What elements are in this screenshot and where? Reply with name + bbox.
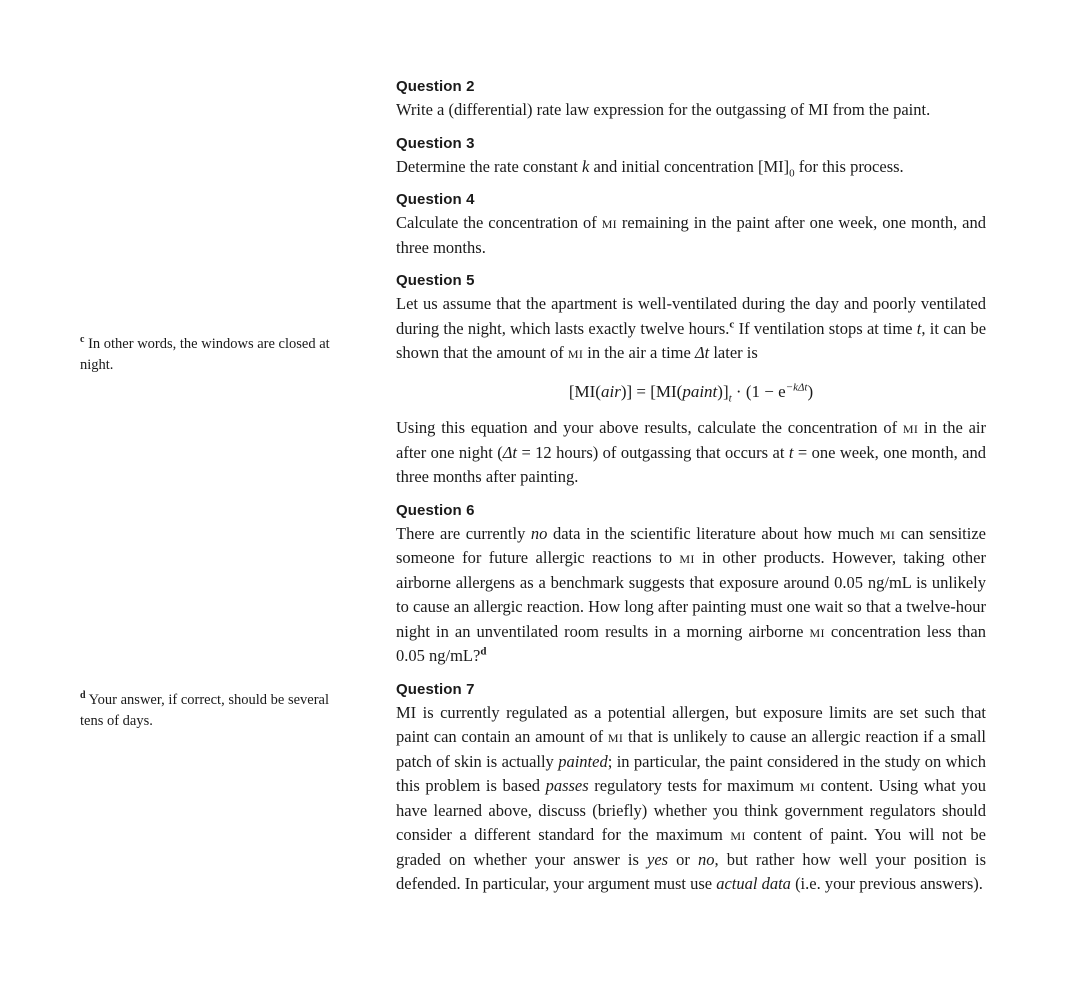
question-text-continued: Using this equation and your above results, calculate the concentration of mi in the air after one night (Δt = 12 hours) of outgassing that occurs at t = one week, one month, and three months after painting. [396, 418, 986, 486]
question-text: MI is currently regulated as a potential allergen, but exposure limits are set such that paint can contain an amount of mi that is unlikely to cause an allergic reaction if a small patch of skin is actually painted; in particular, the paint considered in the study on which this problem is based passes regulatory tests for maximum mi content. Using what you have learned above, discuss (briefly) whether you think government regulators should consider a different standard for the maximum mi content of paint. You will not be graded on whether your answer is yes or no, but rather how well your position is defended. In particular, your argument must use actual data (i.e. your previous answers). [396, 702, 987, 893]
question-text: There are currently no data in the scientific literature about how much mi can sensitize someone for future allergic reactions to mi in other products. However, taking other airborne allergens as a benchmark suggests that exposure around 0.05 ng/mL is unlikely to cause an allergic reaction. How long after painting must one wait so that a twelve-hour night in an unventilated room results in a morning airborne mi concentration less than 0.05 ng/mL?$^d$ [396, 523, 986, 665]
footnote-marker-d: d [480, 645, 487, 658]
question-text: Let us assume that the apartment is well-ventilated during the day and poorly ventilated during the night, which lasts exactly twelve hours.$^c$ If ventilation stops at time t, it can be shown that the amount of mi in the air a time Δt later is [396, 294, 987, 362]
question-7 [396, 679, 986, 897]
question-text: Calculate the concentration of mi remaining in the paint after one week, one month, and three months. [396, 213, 986, 257]
question-text: Determine the rate constant k and initial concentration $[MI]_0$ for this process. [396, 156, 904, 179]
question-heading: Question 5 [396, 272, 475, 289]
question-6 [396, 500, 986, 669]
question-heading: Question 3 [396, 134, 475, 152]
margin-note-c: $^c$ In other words, the windows are closed at night. [80, 334, 330, 373]
question-4 [396, 189, 986, 260]
question-heading: Question 4 [396, 191, 475, 208]
question-heading: Question 6 [396, 501, 475, 519]
question-heading: Question 2 [396, 78, 475, 95]
question-2 [396, 76, 986, 123]
question-text: Write a (differential) rate law expression for the outgassing of MI from the paint. [396, 100, 931, 119]
footnote-marker-c: c [729, 318, 735, 330]
question-3 [396, 133, 986, 180]
question-list [396, 76, 986, 907]
margin-note-d: $^d$ Your answer, if correct, should be several tens of days. [80, 690, 329, 729]
question-heading: Question 7 [396, 680, 475, 698]
question-5 [396, 270, 986, 490]
equation: $[MI(air)] = [MI(paint)]_t \cdot (1 - e^{-k\Delta t})$ [568, 380, 814, 404]
